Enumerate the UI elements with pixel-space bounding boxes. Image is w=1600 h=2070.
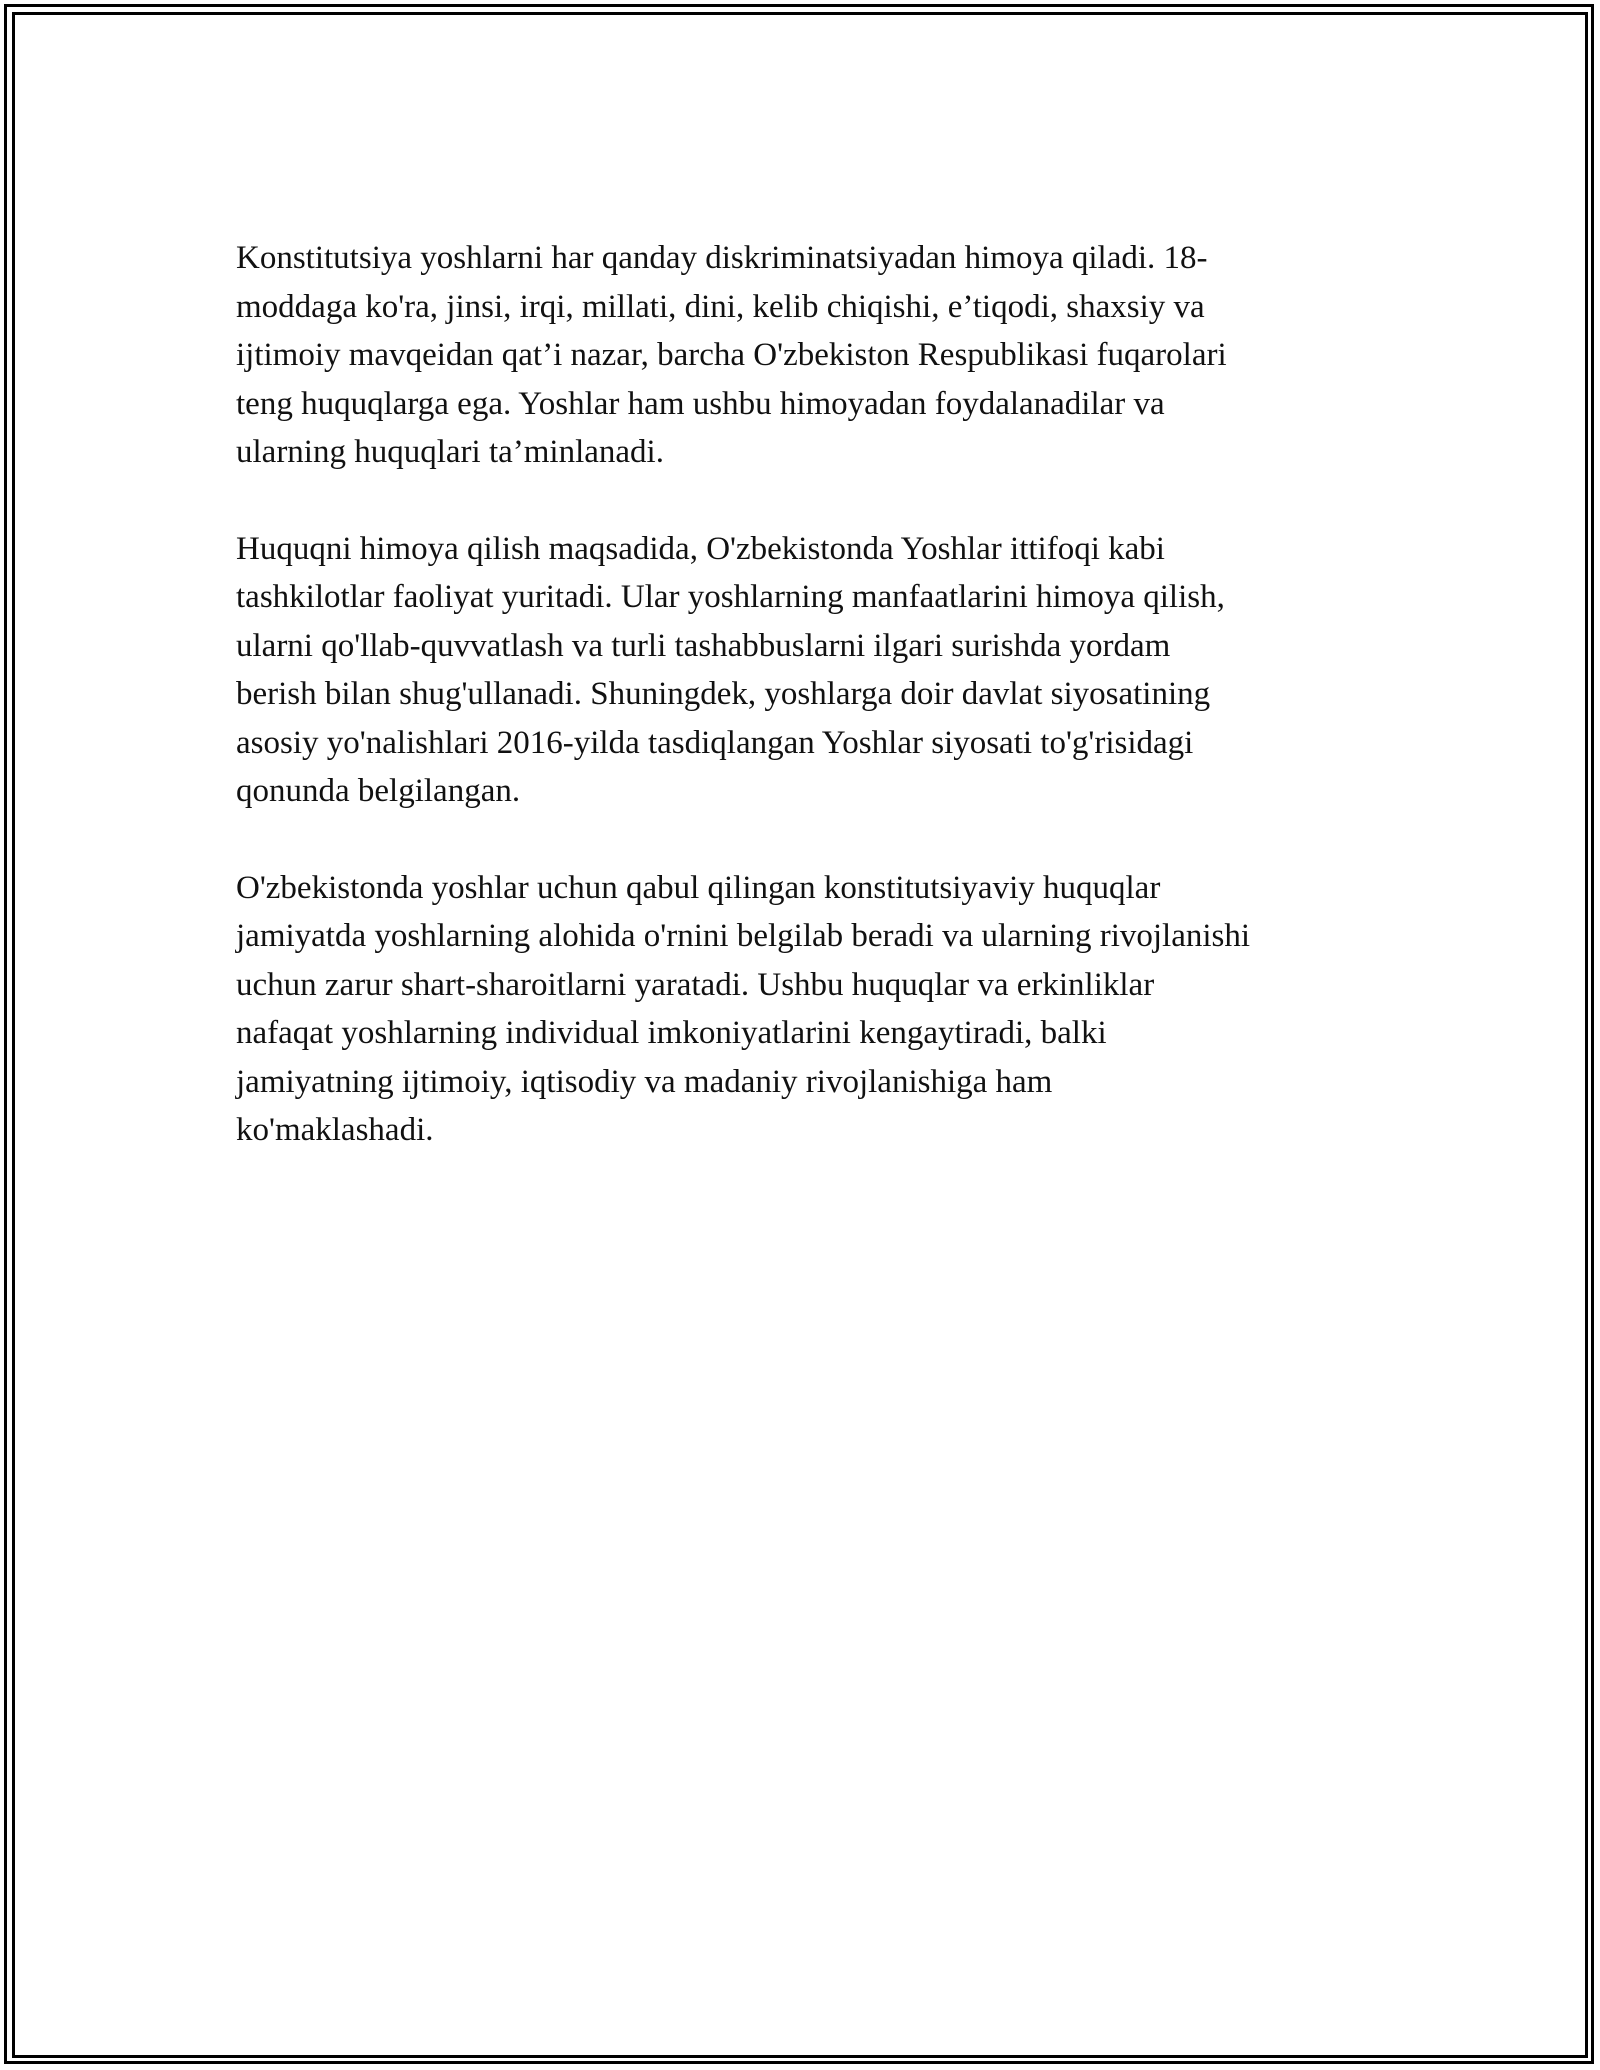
paragraph-2: Huquqni himoya qilish maqsadida, O'zbekistonda Yoshlar ittifoqi kabi tashkilotlar faoliyat yuritadi. Ular yoshlarning manfaatlarini himoya qilish, ularni qo'llab-quvvatlash va turli tashabbuslarni ilgari surishda yordam berish bilan shug'ullanadi. Shuningdek, yoshlarga doir davlat siyosatining asosiy yo'nalishlari 2016-yilda tasdiqlangan Yoshlar siyosati to'g'risidagi qonunda belgilangan.	[236, 530, 1225, 809]
paragraph-1: Konstitutsiya yoshlarni har qanday diskriminatsiyadan himoya qiladi. 18- moddaga ko'ra, jinsi, irqi, millati, dini, kelib chiqishi, e’tiqodi, shaxsiy va ijtimoiy mavqeidan qat’i nazar, barcha O'zbekiston Respublikasi fuqarolari teng huquqlarga ega. Yoshlar ham ushbu himoyadan foydalanadilar va ularning huquqlari ta’minlanadi.	[236, 240, 1227, 470]
document-body	[236, 234, 1372, 1203]
paragraph-3: O'zbekistonda yoshlar uchun qabul qilingan konstitutsiyaviy huquqlar jamiyatda yoshlarning alohida o'rnini belgilab beradi va ularning rivojlanishi uchun zarur shart-sharoitlarni yaratadi. Ushbu huquqlar va erkinliklar nafaqat yoshlarning individual imkoniyatlarini kengaytiradi, balki jamiyatning ijtimoiy, iqtisodiy va madaniy rivojlanishiga ham ko'maklashadi.	[236, 869, 1251, 1148]
